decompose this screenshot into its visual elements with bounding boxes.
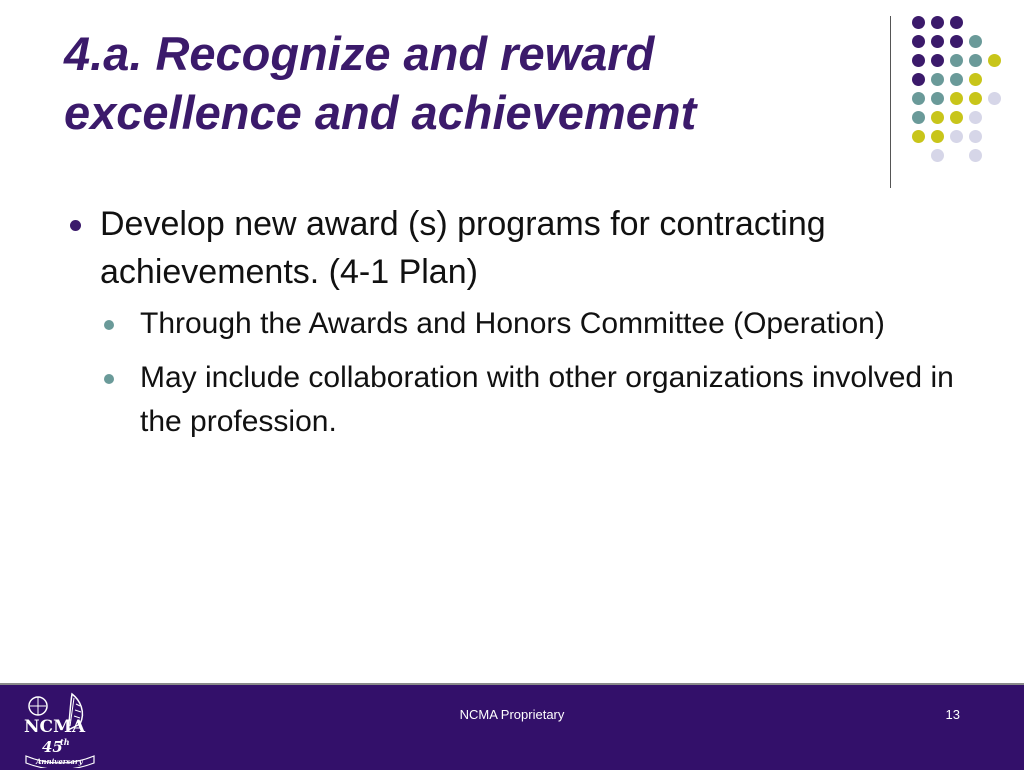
sub-bullet-text: Through the Awards and Honors Committee (Operation) (140, 307, 885, 340)
deco-dot (931, 54, 944, 67)
logo-brand: NCMA (24, 717, 86, 737)
title-line-1: 4.a. Recognize and reward (64, 27, 655, 80)
title-line-2: excellence and achievement (64, 86, 697, 139)
deco-dot (988, 92, 1001, 105)
page-number: 13 (945, 707, 960, 722)
slide-body (64, 200, 984, 454)
sub-bullet-text: May include collaboration with other organizations involved in the profession. (140, 361, 954, 438)
deco-dot (912, 35, 925, 48)
bullet-level-2 (100, 302, 984, 346)
deco-dot (969, 35, 982, 48)
logo-ribbon: Anniversary (36, 757, 83, 766)
deco-dot (912, 73, 925, 86)
logo-number-suffix: th (60, 737, 70, 747)
deco-dot (912, 54, 925, 67)
deco-dot (912, 111, 925, 124)
deco-dot (950, 111, 963, 124)
sub-bullet-dot-icon (104, 374, 114, 384)
deco-dot (969, 54, 982, 67)
deco-dot (950, 35, 963, 48)
deco-dot (969, 130, 982, 143)
deco-dot (988, 54, 1001, 67)
footer-center-text: NCMA Proprietary (459, 707, 565, 722)
deco-dot (931, 130, 944, 143)
deco-dot (950, 73, 963, 86)
deco-dot (931, 73, 944, 86)
deco-dot (969, 111, 982, 124)
deco-dot (931, 111, 944, 124)
bullet-level-1 (64, 200, 984, 296)
deco-dot (950, 130, 963, 143)
deco-dot (931, 149, 944, 162)
logo-number: 45 (42, 738, 63, 756)
deco-dot (931, 35, 944, 48)
decorative-dot-grid (0, 0, 1024, 200)
bullet-dot-icon (70, 220, 81, 231)
deco-dot (912, 92, 925, 105)
ncma-anniversary-logo-icon (20, 690, 100, 768)
deco-dot (950, 92, 963, 105)
deco-dot (969, 92, 982, 105)
deco-dot (950, 54, 963, 67)
sub-bullet-dot-icon (104, 320, 114, 330)
deco-dot (931, 92, 944, 105)
bullet-level-2 (100, 356, 984, 444)
bullet-text: Develop new award (s) programs for contracting achievements. (4-1 Plan) (100, 205, 826, 291)
deco-dot (969, 73, 982, 86)
deco-dot (931, 16, 944, 29)
slide-footer (0, 683, 1024, 770)
deco-dot (969, 149, 982, 162)
deco-dot (912, 130, 925, 143)
deco-dot (912, 16, 925, 29)
deco-dot (950, 16, 963, 29)
